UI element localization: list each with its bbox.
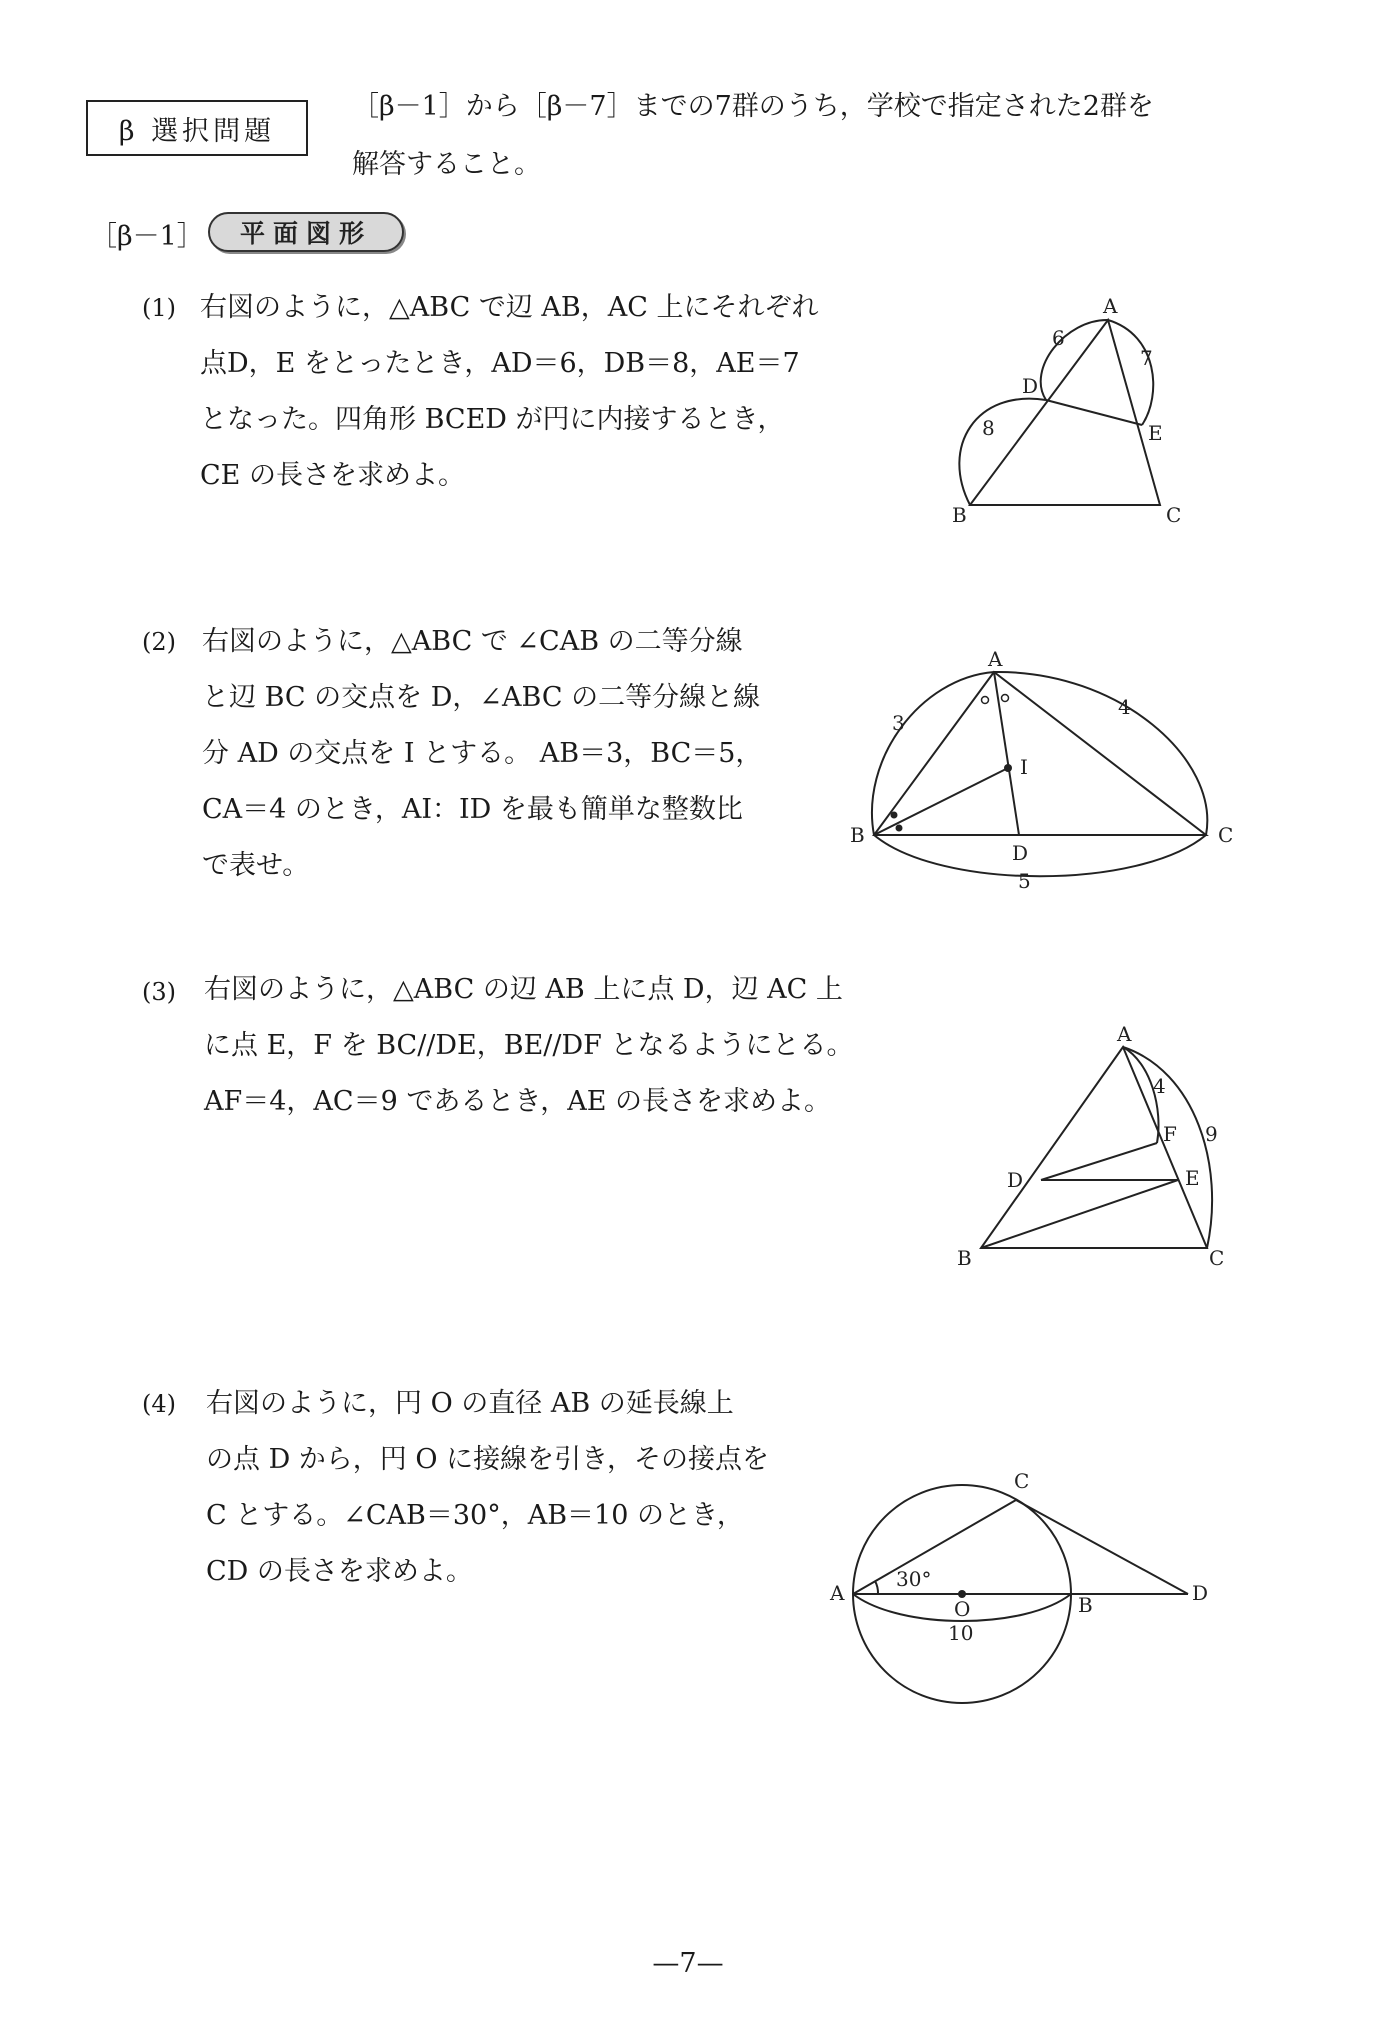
label-a: A: [1103, 294, 1118, 318]
subsection-label: ［β－1］: [90, 221, 204, 252]
instruction-line: ［β－1］から［β－7］までの7群のうち，学校で指定された2群を: [352, 91, 1154, 122]
label-d: D: [1007, 1168, 1024, 1192]
question-number: (2): [142, 628, 176, 656]
tangent-cd: [1016, 1500, 1188, 1594]
label-ac-length: 4: [1118, 695, 1131, 719]
question-4-text: [206, 1376, 769, 1600]
angle-mark-a2: [1002, 695, 1009, 702]
label-o: O: [954, 1597, 971, 1621]
question-line: CA＝4 のとき，AI：ID を最も簡単な整数比: [202, 794, 743, 825]
label-a: A: [1117, 1022, 1132, 1046]
question-line: と辺 BC の交点を D，∠ABC の二等分線と線: [202, 682, 761, 713]
question-line: CD の長さを求めよ。: [206, 1556, 473, 1587]
label-b: B: [1078, 1593, 1093, 1617]
label-c: C: [1014, 1469, 1030, 1493]
question-3-text: [204, 962, 853, 1130]
label-e: E: [1148, 421, 1163, 445]
arc-bc: [874, 835, 1206, 876]
label-a: A: [830, 1581, 845, 1605]
question-1-text: [200, 280, 819, 504]
point-i: [1004, 764, 1012, 772]
label-ae-length: 7: [1140, 346, 1153, 370]
question-line: 右図のように，△ABC の辺 AB 上に点 D，辺 AC 上: [204, 974, 843, 1005]
label-ab-length: 10: [948, 1621, 974, 1645]
label-ab-length: 3: [892, 711, 905, 735]
label-af-length: 4: [1153, 1074, 1166, 1098]
question-line: で表せ。: [202, 850, 310, 881]
figure-1-triangle-inscribed-quad: [930, 285, 1200, 535]
instruction-line: 解答すること。: [352, 149, 541, 180]
label-ad-length: 6: [1052, 326, 1065, 350]
question-line: AF＝4，AC＝9 であるとき，AE の長さを求めよ。: [204, 1086, 832, 1117]
figure-2-angle-bisectors: [840, 650, 1260, 905]
page-number: —7—: [652, 1948, 724, 1979]
label-d: D: [1192, 1581, 1209, 1605]
arc-ae: [1108, 320, 1153, 425]
question-line: 分 AD の交点を I とする。 AB＝3，BC＝5，: [202, 738, 763, 769]
bisector-bi: [874, 768, 1008, 835]
label-db-length: 8: [982, 416, 995, 440]
angle-mark-a1: [982, 697, 989, 704]
label-a: A: [988, 650, 1003, 671]
label-ac-length: 9: [1205, 1122, 1218, 1146]
question-line: CE の長さを求めよ。: [200, 460, 465, 491]
label-c: C: [1209, 1246, 1225, 1270]
label-b: B: [952, 503, 967, 527]
question-number: (3): [142, 978, 176, 1006]
question-line: となった。四角形 BCED が円に内接するとき，: [200, 404, 785, 435]
angle-mark-b2: [896, 825, 903, 832]
question-line: 点D，E をとったとき，AD＝6，DB＝8，AE＝7: [200, 348, 800, 379]
label-c: C: [1218, 823, 1234, 847]
angle-arc-cab: [875, 1581, 878, 1594]
label-b: B: [957, 1246, 972, 1270]
angle-mark-b1: [891, 812, 898, 819]
segment-de: [1046, 400, 1142, 425]
label-d: D: [1022, 374, 1039, 398]
question-number: (4): [142, 1390, 176, 1418]
label-d: D: [1012, 841, 1029, 865]
question-line: の点 D から，円 O に接線を引き，その接点を: [206, 1444, 770, 1475]
triangle-abc: [970, 320, 1160, 505]
label-i: I: [1020, 755, 1028, 779]
section-title-box: β 選択問題: [86, 100, 308, 156]
question-line: に点 E，F を BC//DE，BE//DF となるようにとる。: [204, 1030, 854, 1061]
triangle-abc: [981, 1047, 1207, 1248]
question-2-text: [202, 614, 762, 894]
label-b: B: [850, 823, 865, 847]
label-e: E: [1185, 1166, 1200, 1190]
label-f: F: [1163, 1122, 1177, 1146]
section-instructions: [352, 78, 1332, 194]
question-line: 右図のように，△ABC で ∠CAB の二等分線: [202, 626, 743, 657]
figure-3-parallel-lines: [945, 1015, 1235, 1275]
bisector-ad: [994, 672, 1019, 835]
question-line: 右図のように，円 O の直径 AB の延長線上: [206, 1388, 734, 1419]
label-bc-length: 5: [1018, 869, 1031, 893]
topic-badge: 平面図形: [208, 212, 404, 252]
question-line: C とする。∠CAB＝30°，AB＝10 のとき，: [206, 1500, 744, 1531]
segment-df: [1041, 1143, 1157, 1180]
label-angle: 30°: [896, 1567, 932, 1591]
chord-ac: [853, 1500, 1016, 1594]
question-number: (1): [142, 294, 176, 322]
arc-db: [959, 399, 1046, 505]
label-c: C: [1166, 503, 1182, 527]
question-line: 右図のように，△ABC で辺 AB，AC 上にそれぞれ: [200, 292, 819, 323]
figure-4-circle-tangent: [820, 1460, 1220, 1710]
